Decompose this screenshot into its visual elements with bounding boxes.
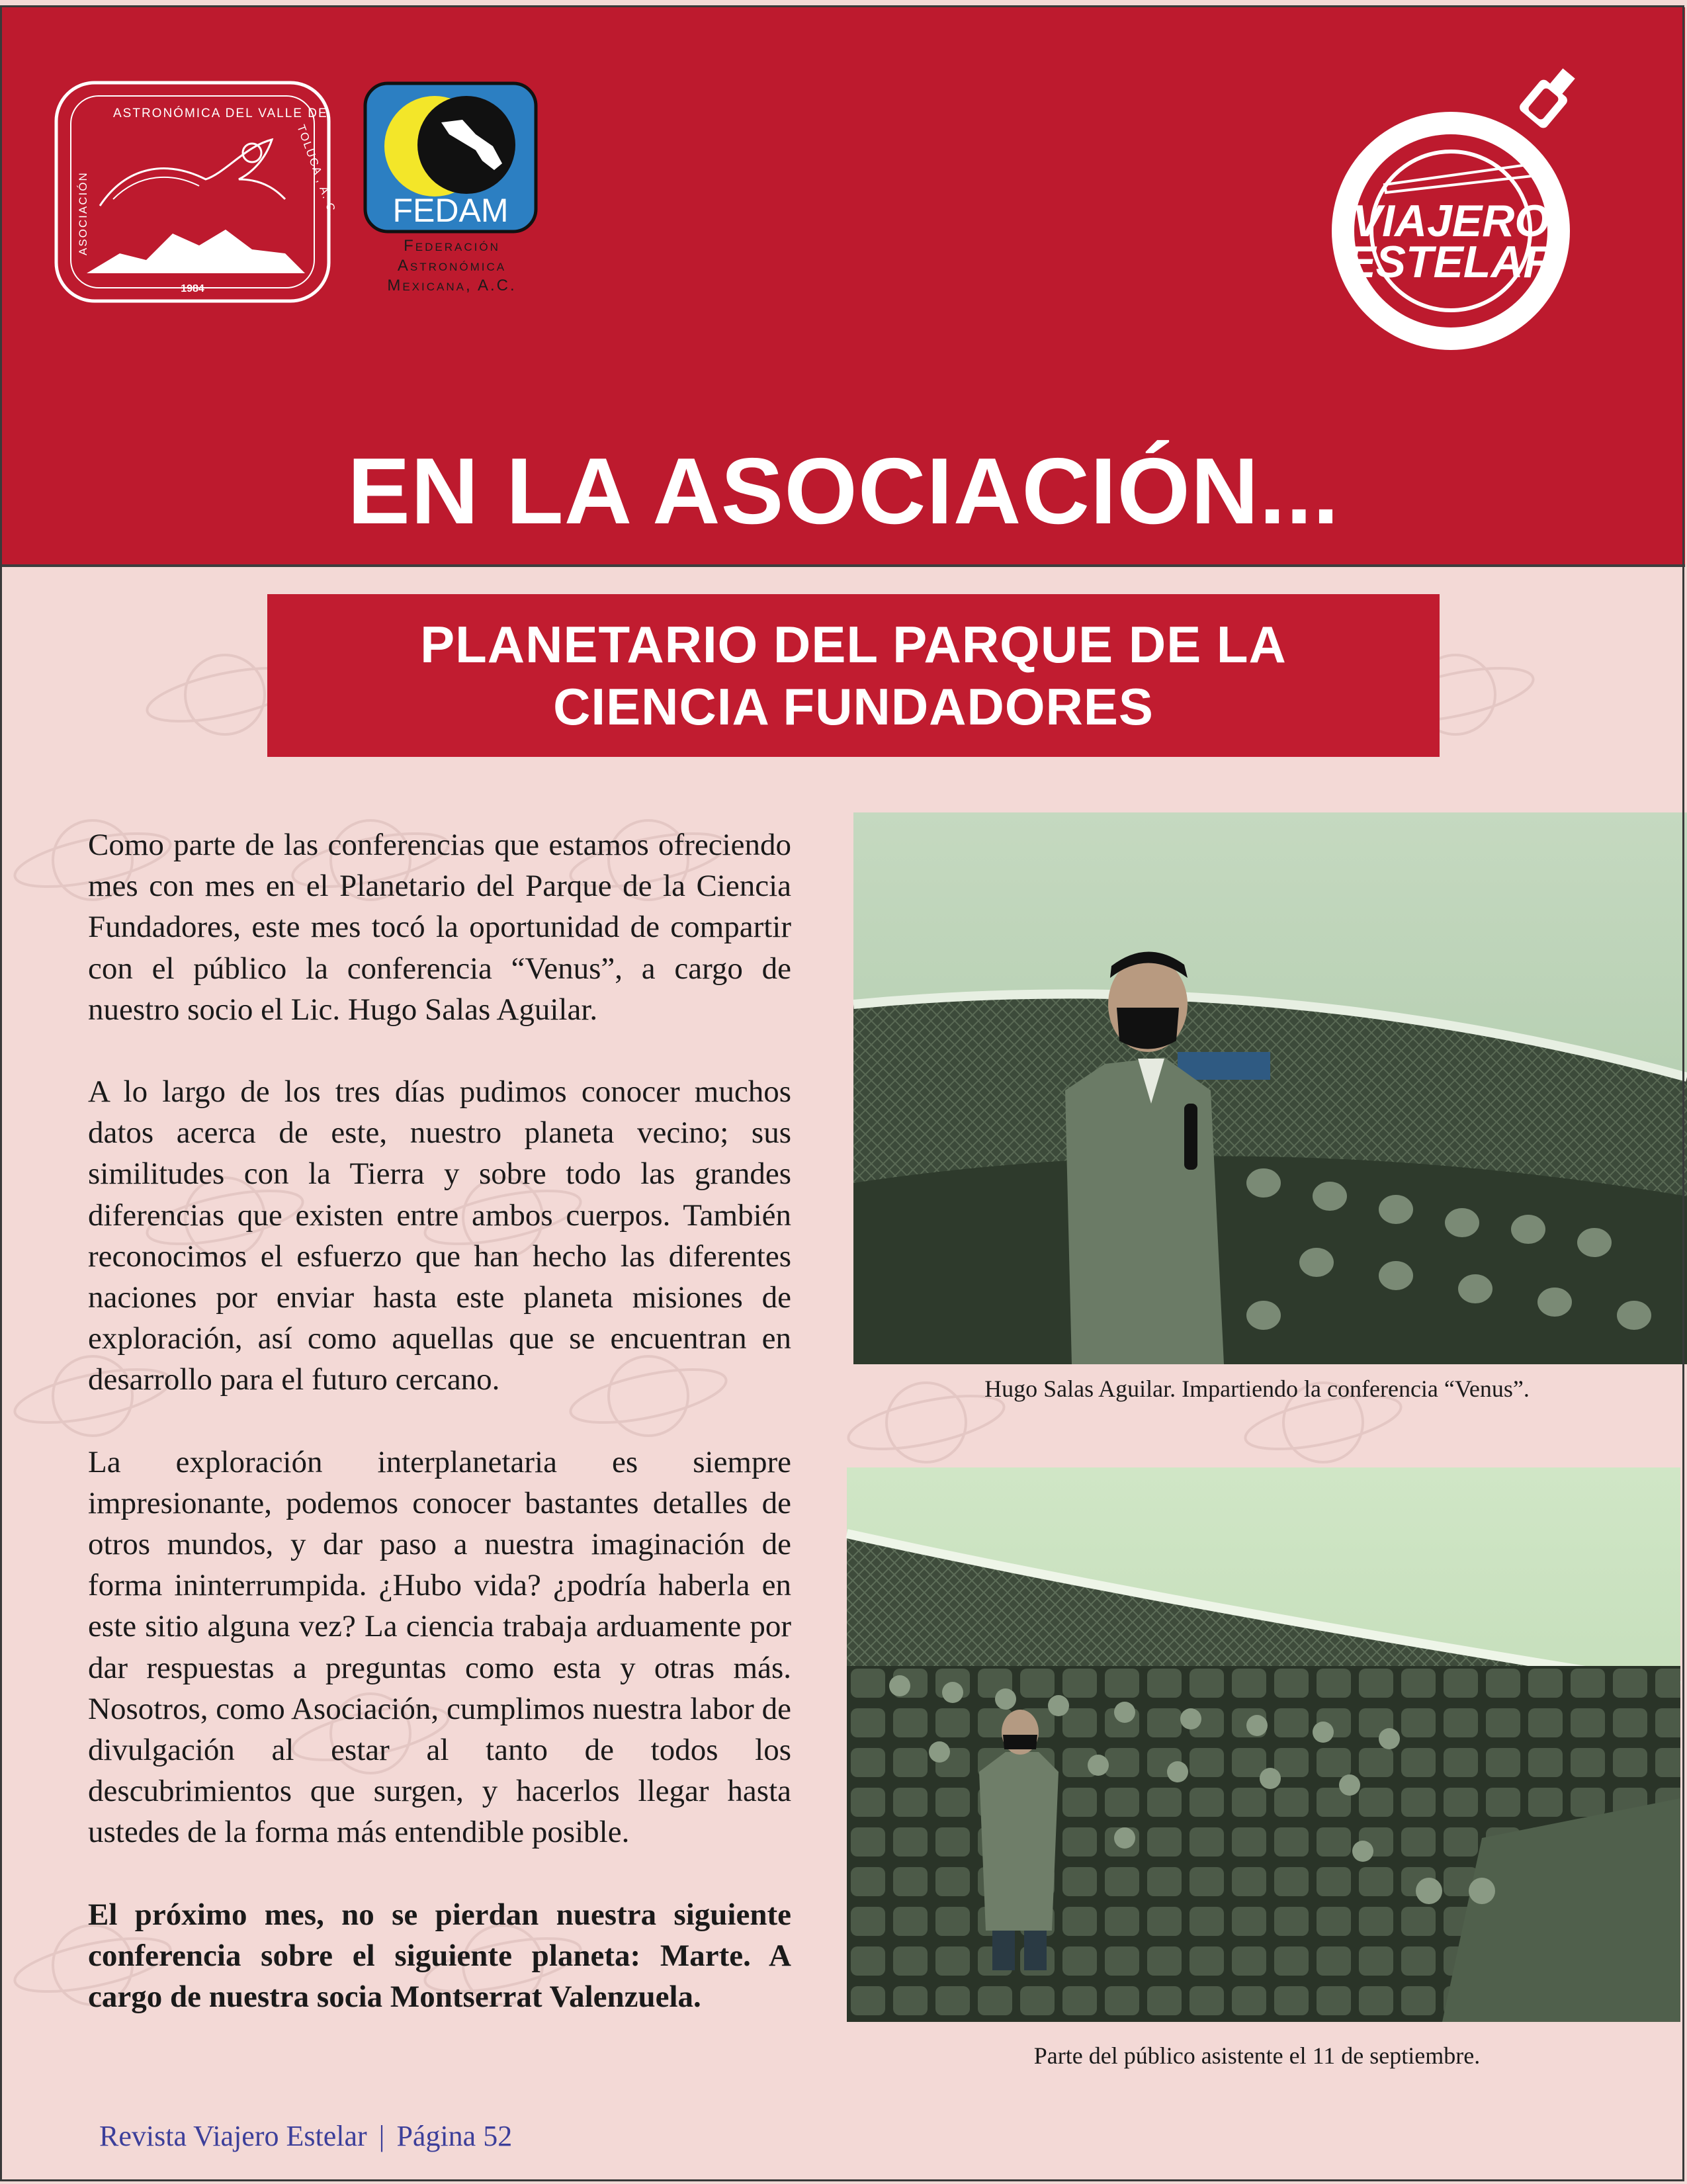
- svg-text:ASOCIACIÓN: ASOCIACIÓN: [77, 171, 89, 255]
- section-title-box: [267, 594, 1440, 757]
- footer: [99, 2119, 512, 2153]
- fedam-sub-line3: Mexicana, A.C.: [387, 277, 517, 294]
- fedam-sub-line2: Astronómica: [397, 257, 507, 275]
- svg-text:TOLUCA , A. C.: TOLUCA , A. C.: [294, 122, 340, 219]
- seal-founded-year: 1984: [181, 283, 204, 294]
- footer-magazine-name: Revista Viajero Estelar: [99, 2120, 367, 2152]
- svg-text:ASTRONÓMICA DEL VALLE DE: ASTRONÓMICA DEL VALLE DE: [113, 107, 328, 120]
- fedam-subtitle: [353, 236, 551, 296]
- article-body: [88, 824, 791, 2017]
- fedam-logo-text: FEDAM: [392, 192, 509, 229]
- article-announcement: El próximo mes, no se pierdan nuestra siguiente conferencia sobre el siguiente planeta: Marte. A cargo de nuestra socia Montserrat Valenzuela.: [88, 1897, 791, 2015]
- article-paragraph-1: Como parte de las conferencias que estamos ofreciendo mes con mes en el Planetario del Parque de la Ciencia Fundadores, este mes tocó la oportunidad de compartir con el público la conferencia “Venus”, a cargo de nuestro socio el Lic. Hugo Salas Aguilar.: [88, 828, 791, 1027]
- speaker-photo: [853, 812, 1687, 1364]
- footer-separator: |: [378, 2120, 385, 2152]
- viajero-line1: VIAJERO: [1352, 196, 1550, 246]
- viajero-estelar-logo: [1325, 52, 1603, 363]
- section-title-line2: CIENCIA FUNDADORES: [553, 677, 1154, 736]
- viajero-line2: ESTELAR: [1346, 237, 1556, 287]
- aavt-seal-logo: [54, 80, 340, 304]
- section-title-line1: PLANETARIO DEL PARQUE DE LA: [420, 615, 1287, 674]
- audience-photo-caption: Parte del público asistente el 11 de septiembre.: [1033, 2042, 1481, 2069]
- header-banner: [2, 7, 1685, 567]
- footer-page-number: Página 52: [396, 2120, 513, 2152]
- fedam-sub-line1: Federación: [404, 237, 500, 255]
- audience-photo: [847, 1467, 1680, 2022]
- fedam-logo: [363, 81, 538, 234]
- article-paragraph-2: A lo largo de los tres días pudimos conocer muchos datos acerca de este, nuestro planeta vecino; sus similitudes con la Tierra y sobre todo las grandes diferencias que existen entre ambos cuerpos. También reconocimos el esfuerzo que han hecho las diferentes naciones por enviar hasta este planeta misiones de exploración, así como aquellas que se encuentran en desarrollo para el futuro cercano.: [88, 1074, 791, 1397]
- speaker-photo-caption: Hugo Salas Aguilar. Impartiendo la conferencia “Venus”.: [984, 1376, 1530, 1402]
- page-title: EN LA ASOCIACIÓN...: [347, 439, 1340, 544]
- article-paragraph-3: La exploración interplanetaria es siempre impresionante, podemos conocer bastantes detalles de otros mundos, y dar paso a nuestra imaginación de forma ininterrumpida. ¿Hubo vida? ¿podría haberla en este sitio alguna vez? La ciencia trabaja arduamente por dar respuestas a preguntas como esta y otras más. Nosotros, como Asociación, cumplimos nuestra labor de divulgación al estar al tanto de todos los descubrimientos que surgen, y hacerlos llegar hasta ustedes de la forma más entendible posible.: [88, 1444, 791, 1850]
- seal-founded-label: FUNDADA EN: [164, 272, 221, 282]
